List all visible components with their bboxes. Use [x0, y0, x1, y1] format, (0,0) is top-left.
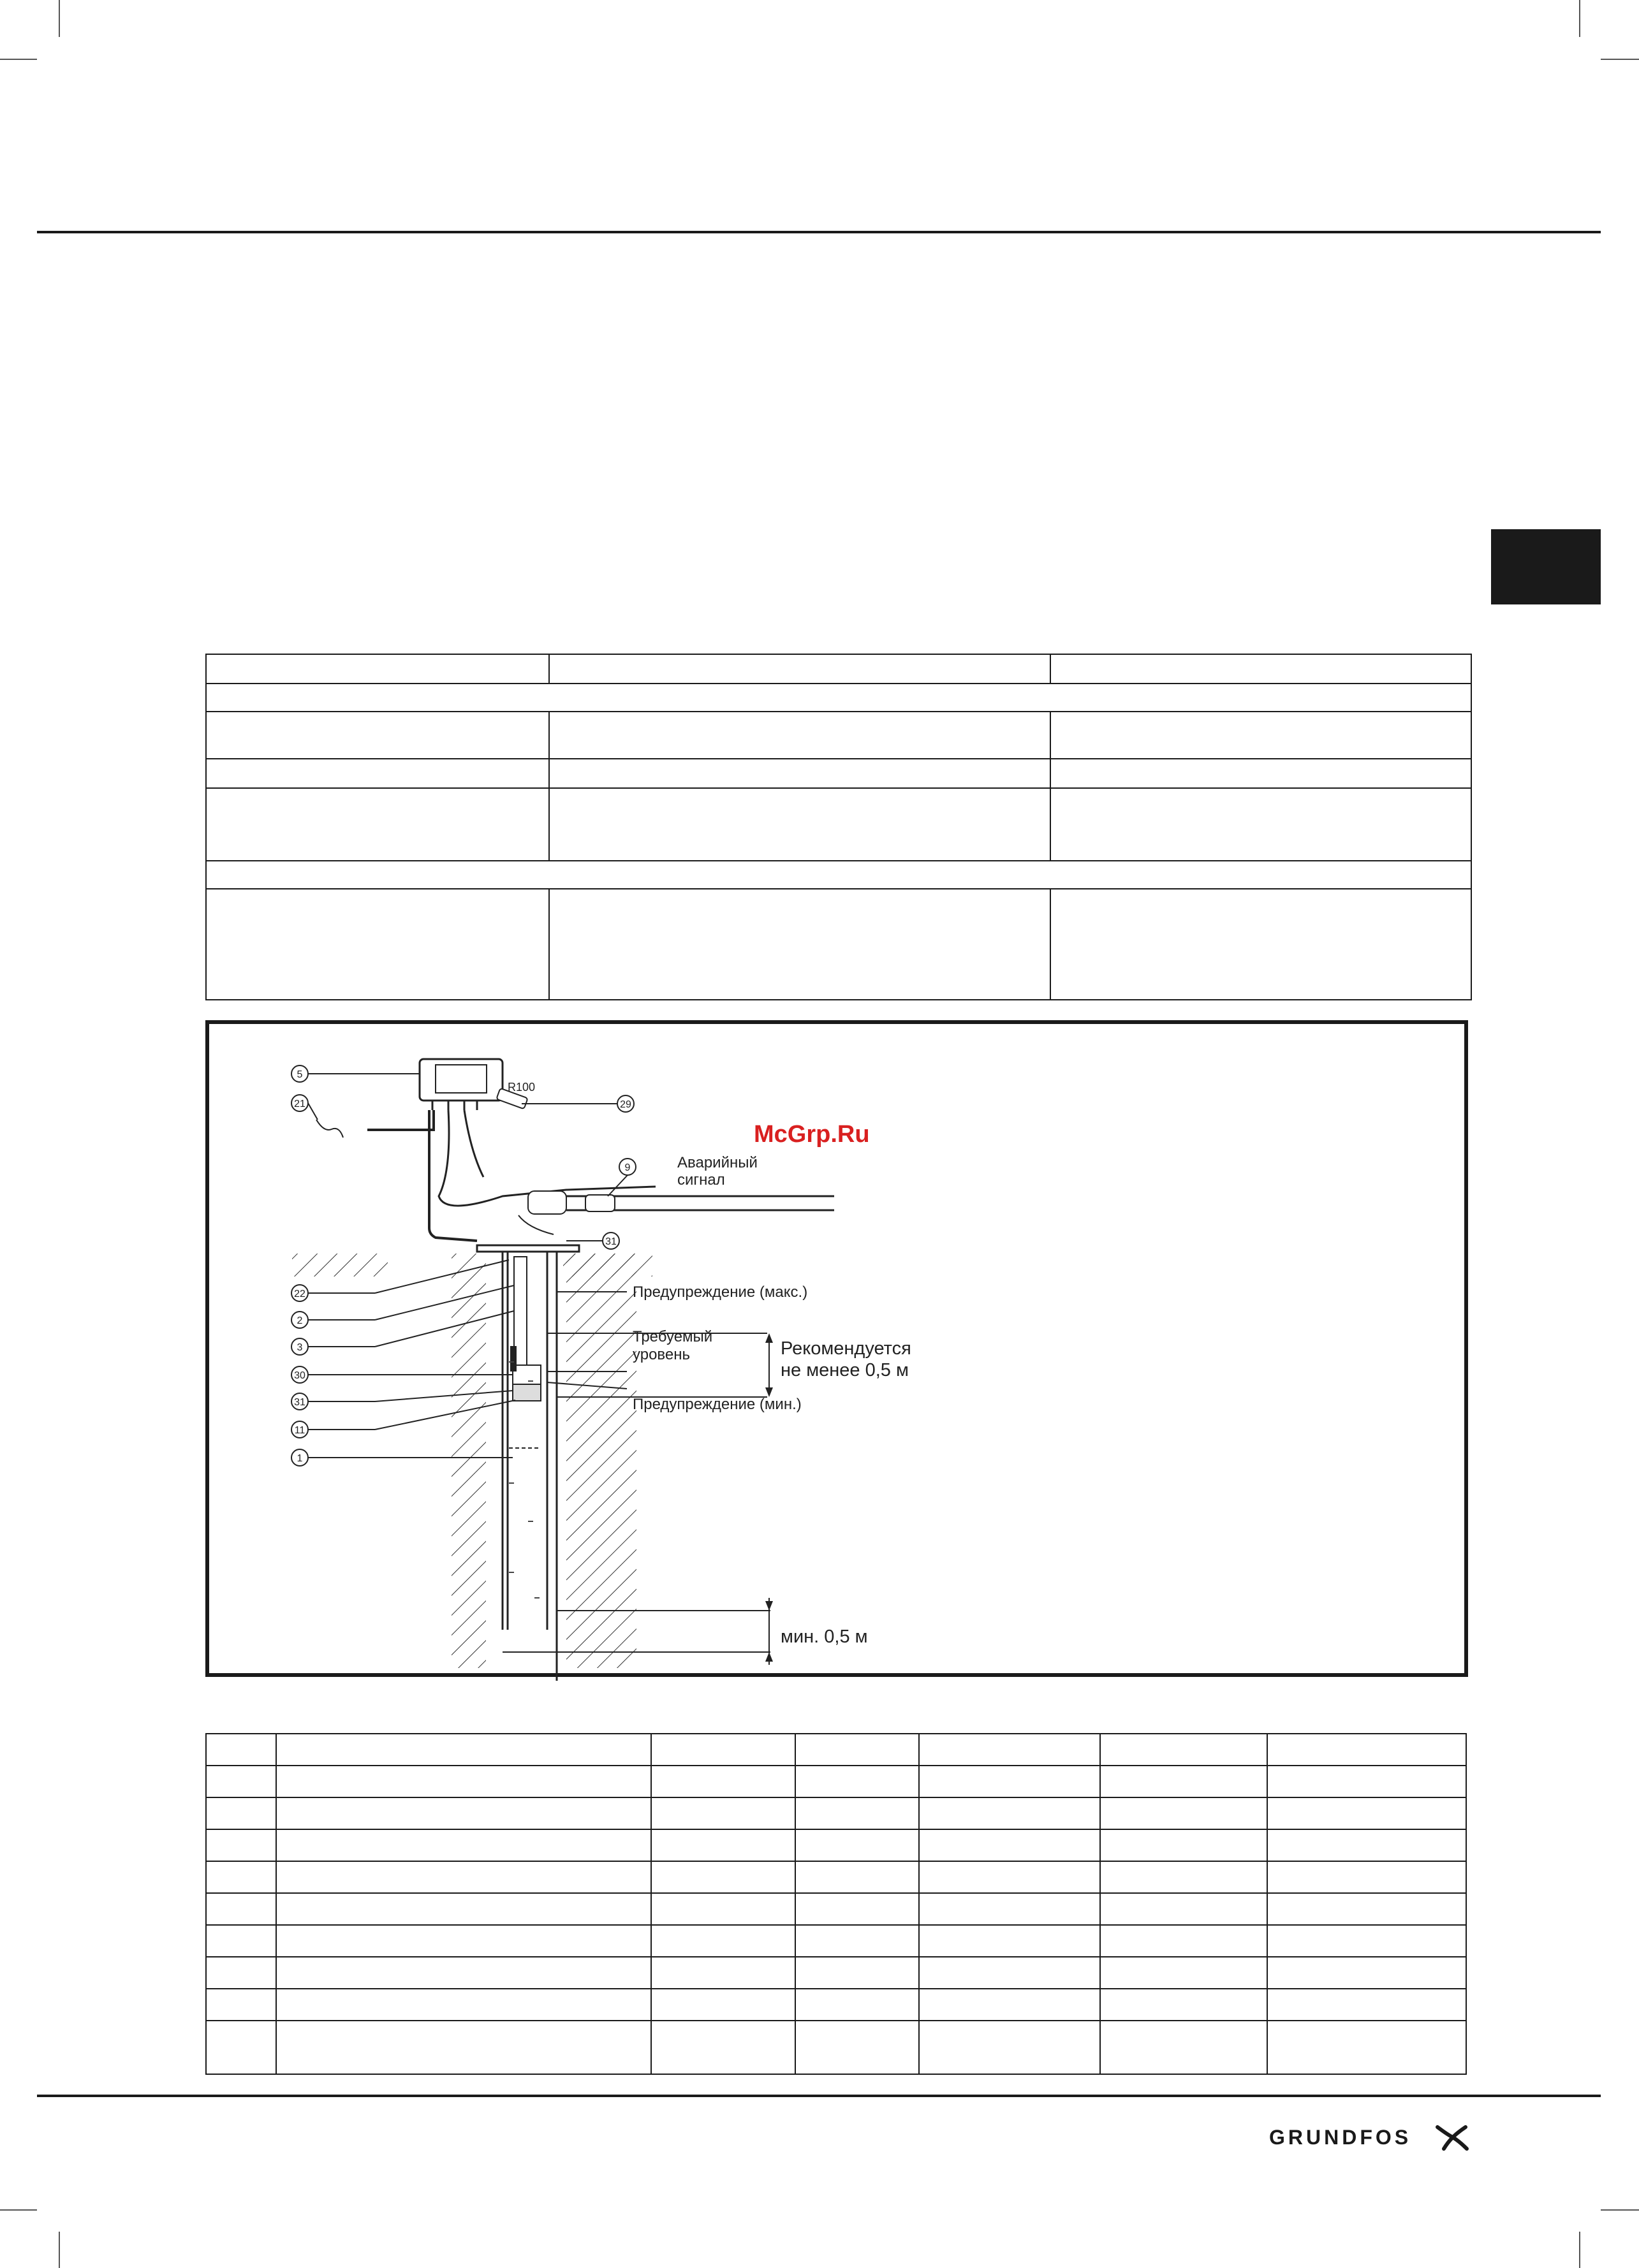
table-row	[206, 1989, 1466, 2021]
table-row	[206, 1829, 1466, 1861]
table-row	[206, 712, 1471, 759]
ground-hatch	[292, 1254, 388, 1277]
table-row	[206, 1797, 1466, 1829]
grundfos-x-icon	[1434, 2123, 1472, 2151]
table-row	[206, 861, 1471, 889]
crop-mark	[59, 0, 60, 37]
recommended-1: Рекомендуется	[781, 1338, 911, 1359]
warning-min-label: Предупреждение (мин.)	[633, 1396, 802, 1413]
bottom-table	[205, 1733, 1467, 2075]
crop-mark	[59, 2232, 60, 2268]
installation-figure	[205, 1020, 1468, 1677]
table-row	[206, 759, 1471, 788]
callout-30: 30	[294, 1370, 305, 1381]
table-row	[206, 684, 1471, 712]
callout-1: 1	[297, 1453, 303, 1464]
top-table	[205, 654, 1472, 1000]
brand-name: GRUNDFOS	[1269, 2126, 1412, 2149]
connection-pipe	[528, 1191, 566, 1214]
table-row	[206, 1766, 1466, 1797]
recommended-2: не менее 0,5 м	[781, 1360, 909, 1380]
pump-inlet	[513, 1384, 541, 1401]
soil-right	[566, 1254, 636, 1668]
remote-label: R100	[508, 1081, 536, 1094]
brand-logo	[1269, 2123, 1480, 2151]
callout-31: 31	[294, 1397, 305, 1408]
level-sensor	[510, 1346, 517, 1372]
table-row	[206, 889, 1471, 1000]
callout-5: 5	[297, 1069, 303, 1080]
crop-mark	[0, 59, 37, 60]
callout-2: 2	[297, 1315, 303, 1326]
table-row	[206, 1957, 1466, 1989]
crop-mark	[1601, 59, 1639, 60]
callout-21: 21	[294, 1099, 305, 1109]
pump-body	[513, 1365, 541, 1384]
callout-29: 29	[620, 1099, 631, 1110]
well-diagram	[209, 1024, 1472, 1681]
table-row	[206, 2021, 1466, 2074]
crop-mark	[1579, 2232, 1580, 2268]
min-distance-label: мин. 0,5 м	[781, 1627, 868, 1647]
alarm-label-1: Аварийный	[677, 1154, 758, 1171]
callout-11: 11	[294, 1425, 305, 1436]
crop-mark	[0, 2209, 37, 2211]
table-row	[206, 654, 1471, 684]
well-cap	[477, 1245, 579, 1252]
alarm-label-2: сигнал	[677, 1171, 725, 1189]
watermark: McGrp.Ru	[754, 1121, 870, 1148]
footer-rule	[37, 2095, 1601, 2097]
warning-max-label: Предупреждение (макс.)	[633, 1284, 808, 1301]
required-level-2: уровень	[633, 1346, 691, 1363]
callout-22: 22	[294, 1289, 305, 1299]
table-row	[206, 1925, 1466, 1957]
table-row	[206, 788, 1471, 861]
table-row	[206, 1893, 1466, 1925]
alarm-box	[585, 1195, 615, 1211]
table-row	[206, 1734, 1466, 1766]
crop-mark	[1601, 2209, 1639, 2211]
soil-left	[452, 1254, 486, 1668]
required-level-1: Требуемый	[633, 1328, 713, 1345]
header-rule	[37, 231, 1601, 233]
crop-mark	[1579, 0, 1580, 37]
callout-9: 9	[624, 1162, 631, 1173]
table-row	[206, 1861, 1466, 1893]
section-tab	[1491, 529, 1601, 604]
callout-31-top: 31	[605, 1236, 617, 1247]
callout-3: 3	[297, 1342, 303, 1353]
